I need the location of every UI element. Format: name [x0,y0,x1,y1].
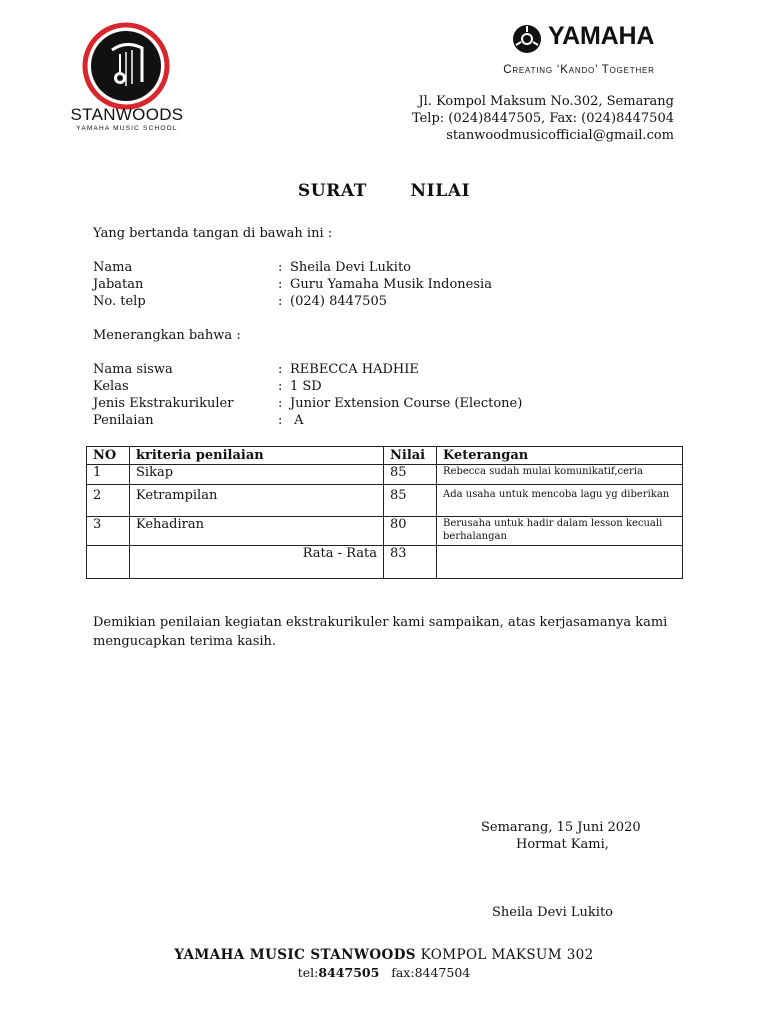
average-note-cell [437,546,683,579]
footer-fax-value: 8447504 [414,965,471,980]
table-row [87,485,683,517]
signer-name-label: Nama [93,260,133,275]
row-note: Ada usaha untuk mencoba lagu yg diberikan [437,485,683,517]
closing-paragraph: Demikian penilaian kegiatan ekstrakurikuler kami sampaikan, atas kerjasamanya kami mengucapkan terima kasih. [93,615,668,649]
row-score: 85 [384,485,437,517]
signatory-name: Sheila Devi Lukito [492,905,614,920]
place-date: Semarang, 15 Juni 2020 [481,820,641,835]
row-criteria: Ketrampilan [130,485,384,517]
average-empty-cell [87,546,130,579]
row-note: Rebecca sudah mulai komunikatif,ceria [437,465,683,485]
signer-phone-value: (024) 8447505 [290,294,387,309]
signer-name-value: Sheila Devi Lukito [290,260,412,275]
student-name-value: REBECCA HADHIE [290,362,419,377]
footer-tel-label: tel: [297,965,319,980]
stanwoods-wordmark: STANWOODS [70,105,184,124]
letterhead-address: Jl. Kompol Maksum No.302, Semarang [418,94,674,109]
grade-value: A [290,413,304,428]
table-row [87,517,683,546]
footer-address-line [0,947,768,963]
header-criteria: kriteria penilaian [130,447,384,465]
statement-text: Menerangkan bahwa : [93,328,241,343]
average-value: 83 [384,546,437,579]
yamaha-wordmark: YAMAHA [548,22,655,50]
footer-contact-line [0,965,768,980]
yamaha-tagline: Creating ‘Kando’ Together [503,64,655,76]
letterhead-email: stanwoodmusicofficial@gmail.com [446,128,674,143]
footer-fax-label: fax: [391,965,415,980]
footer-company-name: YAMAHA MUSIC STANWOODS [174,947,416,963]
closing-regards: Hormat Kami, [516,837,609,852]
footer-address: KOMPOL MAKSUM 302 [420,947,594,963]
footer-tel-value: 8447505 [318,965,380,980]
colon: : [278,379,283,394]
letterhead-phone: Telp: (024)8447505, Fax: (024)8447504 [411,111,674,126]
colon: : [278,362,283,377]
colon: : [278,396,283,411]
header-no: NO [87,447,130,465]
document-title: SURAT NILAI [297,181,471,201]
signer-position-label: Jabatan [93,277,144,292]
colon: : [278,294,283,309]
colon: : [278,260,283,275]
row-no: 2 [87,485,130,517]
class-value: 1 SD [290,379,322,394]
header-score: Nilai [384,447,437,465]
signer-phone-label: No. telp [93,294,146,309]
row-score: 80 [384,517,437,546]
extracurricular-label: Jenis Ekstrakurikuler [93,396,234,411]
row-criteria: Sikap [130,465,384,485]
student-name-label: Nama siswa [93,362,173,377]
intro-text: Yang bertanda tangan di bawah ini : [93,226,333,241]
row-score: 85 [384,465,437,485]
table-header-row [87,447,683,465]
extracurricular-value: Junior Extension Course (Electone) [290,396,523,411]
table-average-row [87,546,683,579]
row-no: 3 [87,517,130,546]
header-notes: Keterangan [437,447,683,465]
row-criteria: Kehadiran [130,517,384,546]
score-table [86,446,683,579]
average-label: Rata - Rata [130,546,384,579]
colon: : [278,413,283,428]
signer-position-value: Guru Yamaha Musik Indonesia [290,277,492,292]
table-row [87,465,683,485]
stanwoods-subtitle: YAMAHA MUSIC SCHOOL [76,125,178,132]
yamaha-tuning-forks-icon [512,24,542,54]
row-no: 1 [87,465,130,485]
grade-label: Penilaian [93,413,154,428]
class-label: Kelas [93,379,129,394]
colon: : [278,277,283,292]
row-note: Berusaha untuk hadir dalam lesson kecuali berhalangan [437,517,683,546]
